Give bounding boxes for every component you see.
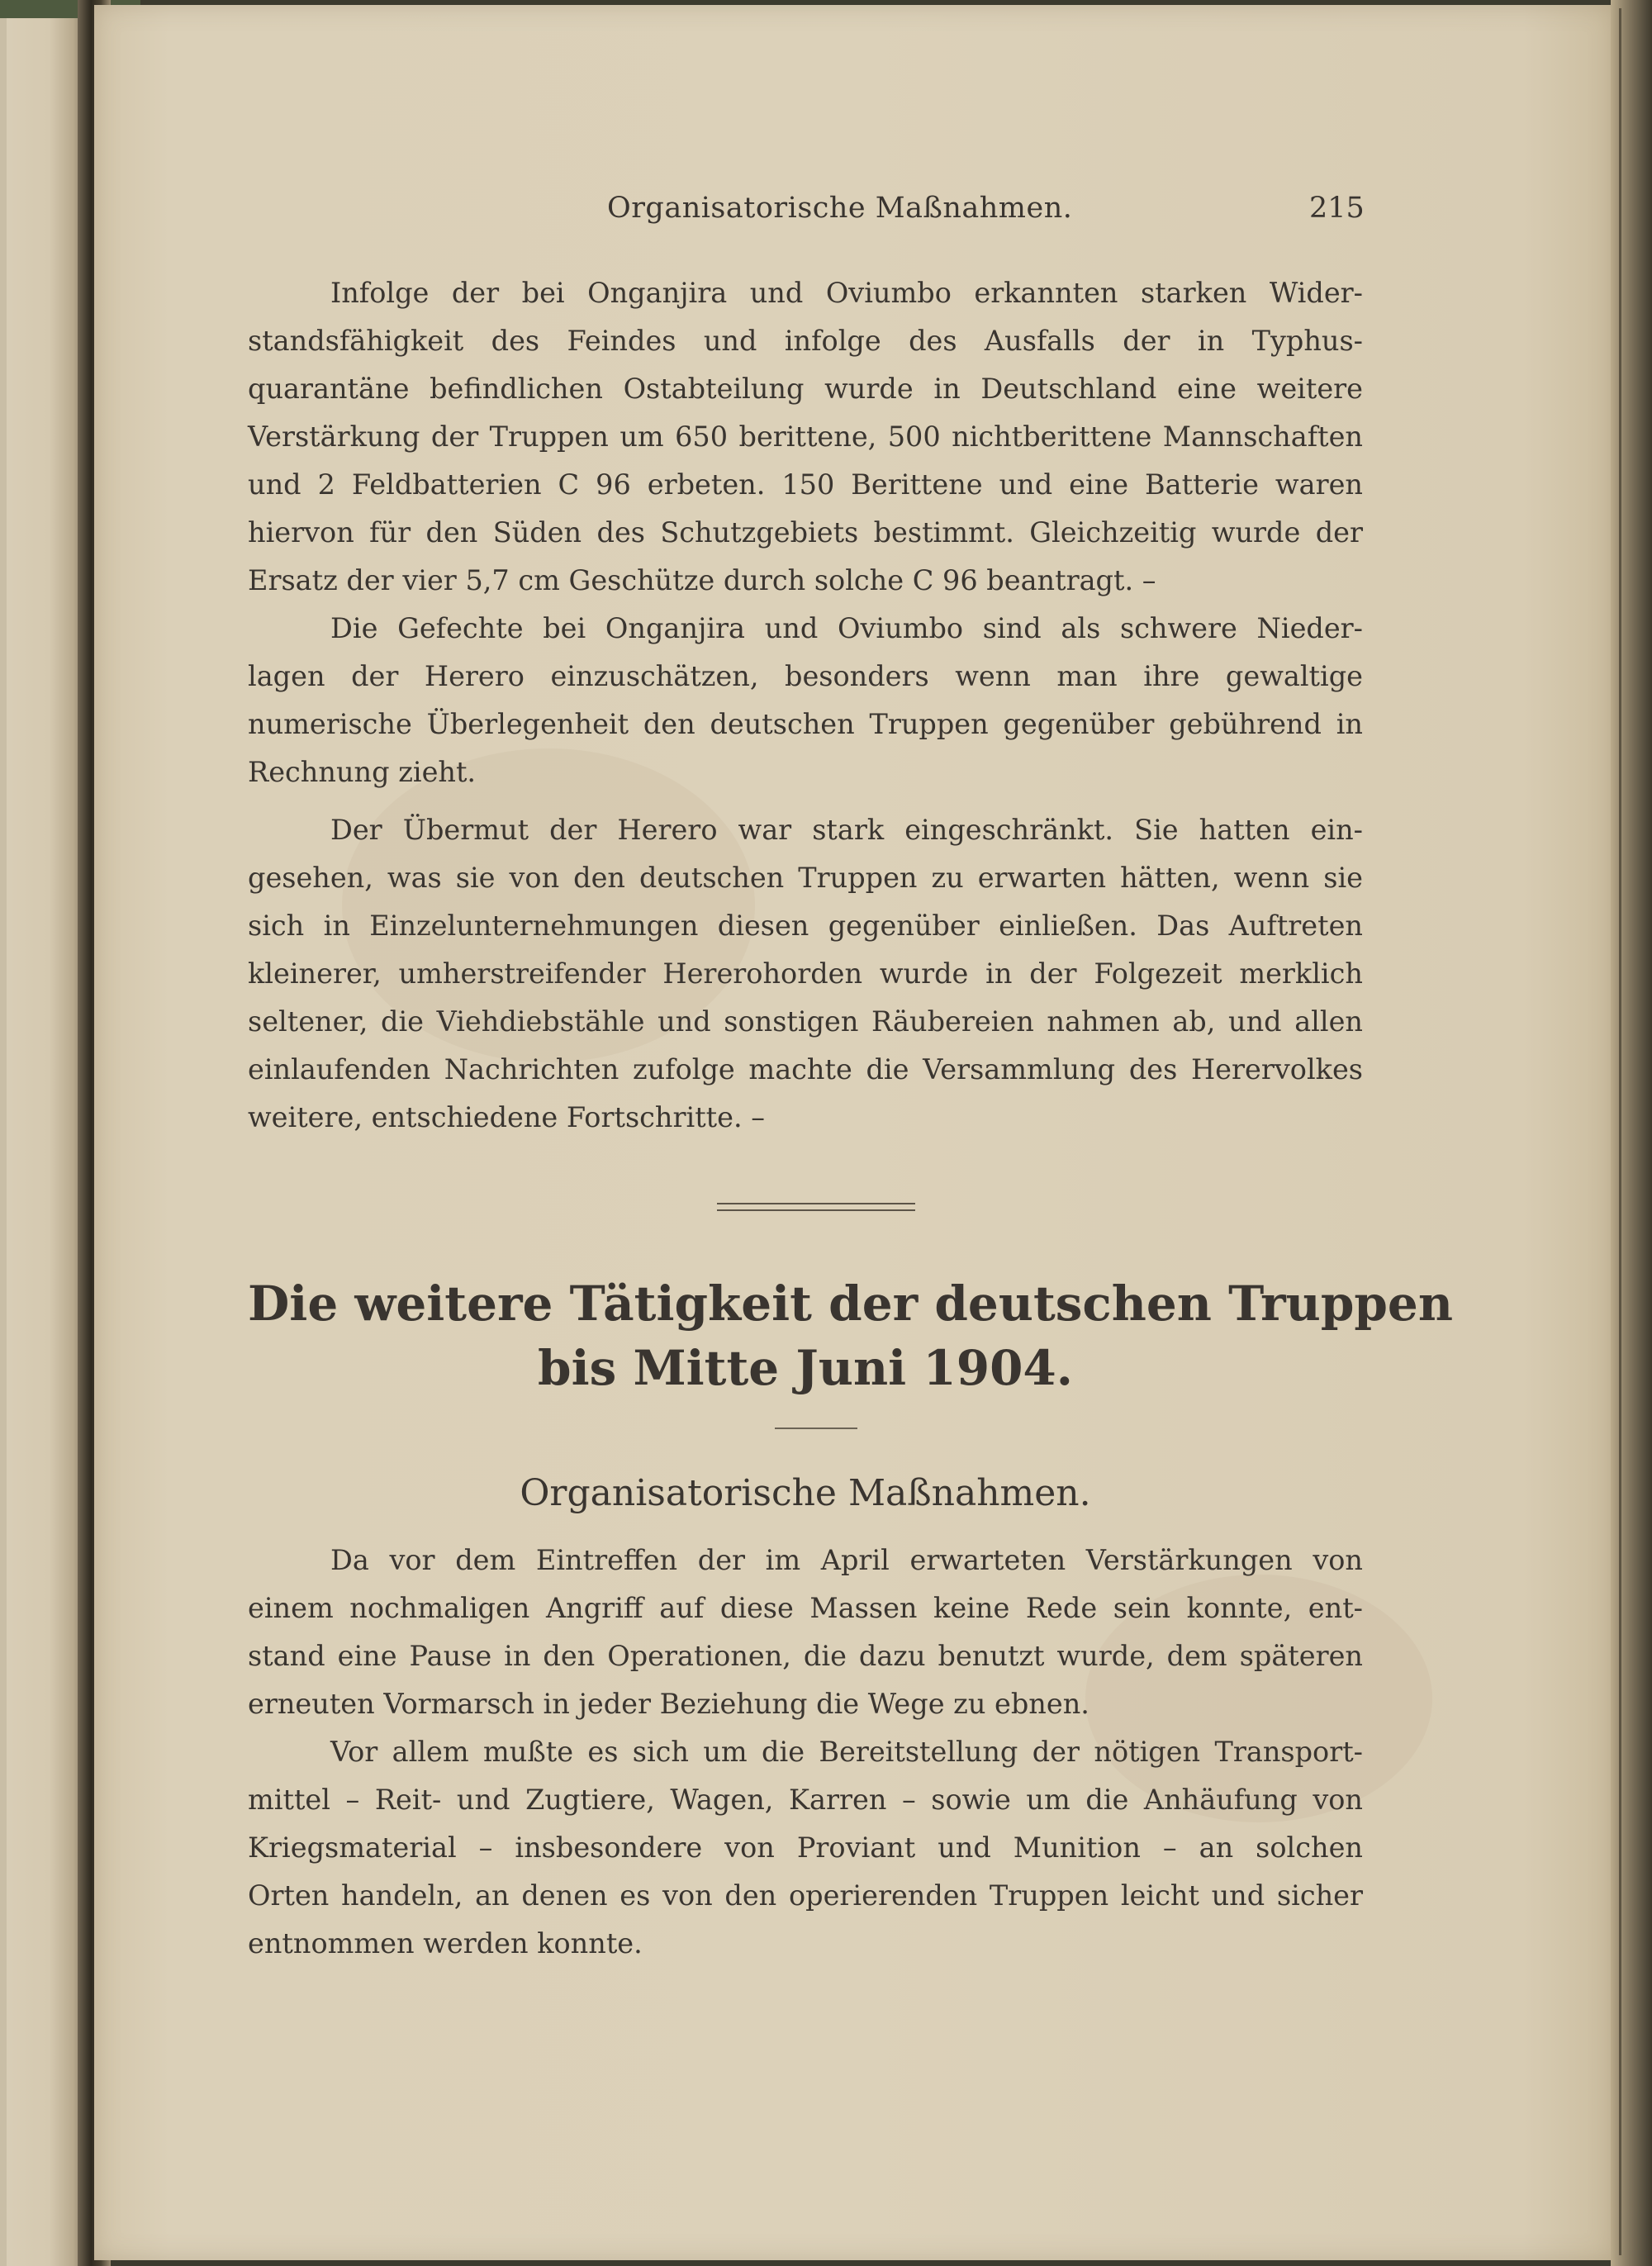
text-line: Da vor dem Eintreffen der im April erwarteten Verstärkungen von [330, 1544, 1363, 1576]
text-line: gesehen, was sie von den deutschen Truppen zu erwarten hätten, wenn sie [248, 862, 1363, 894]
text-line: Kriegsmaterial – insbesondere von Proviant und Munition – an solchen [248, 1831, 1363, 1864]
text-line: stand eine Pause in den Operationen, die dazu benutzt wurde, dem späteren [248, 1640, 1363, 1672]
text-line: hiervon für den Süden des Schutzgebiets bestimmt. Gleichzeitig wurde der [248, 516, 1363, 549]
running-title: Organisatorische Maßnahmen. [607, 192, 1073, 225]
text-line: erneuten Vormarsch in jeder Beziehung die Wege zu ebnen. [248, 1688, 1089, 1720]
section-title: Organisatorische Maßnahmen. [520, 1472, 1091, 1514]
text-line: weitere, entschiedene Fortschritte. – [248, 1101, 765, 1133]
text-line: mittel – Reit- und Zugtiere, Wagen, Karren – sowie um die Anhäufung von [248, 1784, 1363, 1816]
text-line: sich in Einzelunternehmungen diesen gegenüber einließen. Das Auftreten [248, 910, 1363, 942]
facing-page-outer-edge [0, 0, 7, 2266]
page-stack-line [1619, 8, 1621, 2255]
text-line: quarantäne befindlichen Ostabteilung wurde in Deutschland eine weitere [248, 373, 1363, 405]
section-divider-rule [717, 1209, 915, 1211]
text-line: numerische Überlegenheit den deutschen Truppen gegenüber gebührend in [248, 708, 1363, 740]
text-line: lagen der Herero einzuschätzen, besonders wenn man ihre gewaltige [248, 660, 1363, 692]
facing-page-edge [0, 0, 89, 2266]
text-line: Verstärkung der Truppen um 650 berittene, 500 nichtberittene Mannschaften [248, 420, 1363, 453]
text-line: Der Übermut der Herero war stark eingeschränkt. Sie hatten ein- [330, 814, 1363, 846]
text-line: Infolge der bei Onganjira und Oviumbo erkannten starken Wider- [330, 277, 1363, 309]
text-line: Orten handeln, an denen es von den operierenden Truppen leicht und sicher [248, 1879, 1363, 1912]
text-line: Ersatz der vier 5,7 cm Geschütze durch solche C 96 beantragt. – [248, 564, 1156, 596]
text-line: und 2 Feldbatterien C 96 erbeten. 150 Berittene und eine Batterie waren [248, 468, 1363, 501]
section-divider-rule [717, 1203, 915, 1204]
text-line: einlaufenden Nachrichten zufolge machte die Versammlung des Herervolkes [248, 1053, 1363, 1085]
chapter-title-line-2: bis Mitte Juni 1904. [538, 1340, 1073, 1396]
text-line: Vor allem mußte es sich um die Bereitstellung der nötigen Transport- [330, 1736, 1363, 1768]
text-line: Rechnung zieht. [248, 756, 477, 788]
chapter-title-line-1: Die weitere Tätigkeit der deutschen Truppen [248, 1276, 1454, 1332]
page-number: 215 [1309, 192, 1365, 225]
page-stack-edge [1611, 0, 1652, 2266]
text-line: standsfähigkeit des Feindes und infolge des Ausfalls der in Typhus- [248, 325, 1363, 357]
text-line: einem nochmaligen Angriff auf diese Massen keine Rede sein konnte, ent- [248, 1592, 1363, 1624]
title-divider-rule [775, 1428, 857, 1429]
text-line: kleinerer, umherstreifender Hererohorden wurde in der Folgezeit merklich [248, 957, 1363, 990]
text-line: Die Gefechte bei Onganjira und Oviumbo sind als schwere Nieder- [330, 612, 1363, 644]
text-line: seltener, die Viehdiebstähle und sonstigen Räubereien nahmen ab, und allen [248, 1005, 1363, 1038]
text-line: entnommen werden konnte. [248, 1927, 643, 1960]
